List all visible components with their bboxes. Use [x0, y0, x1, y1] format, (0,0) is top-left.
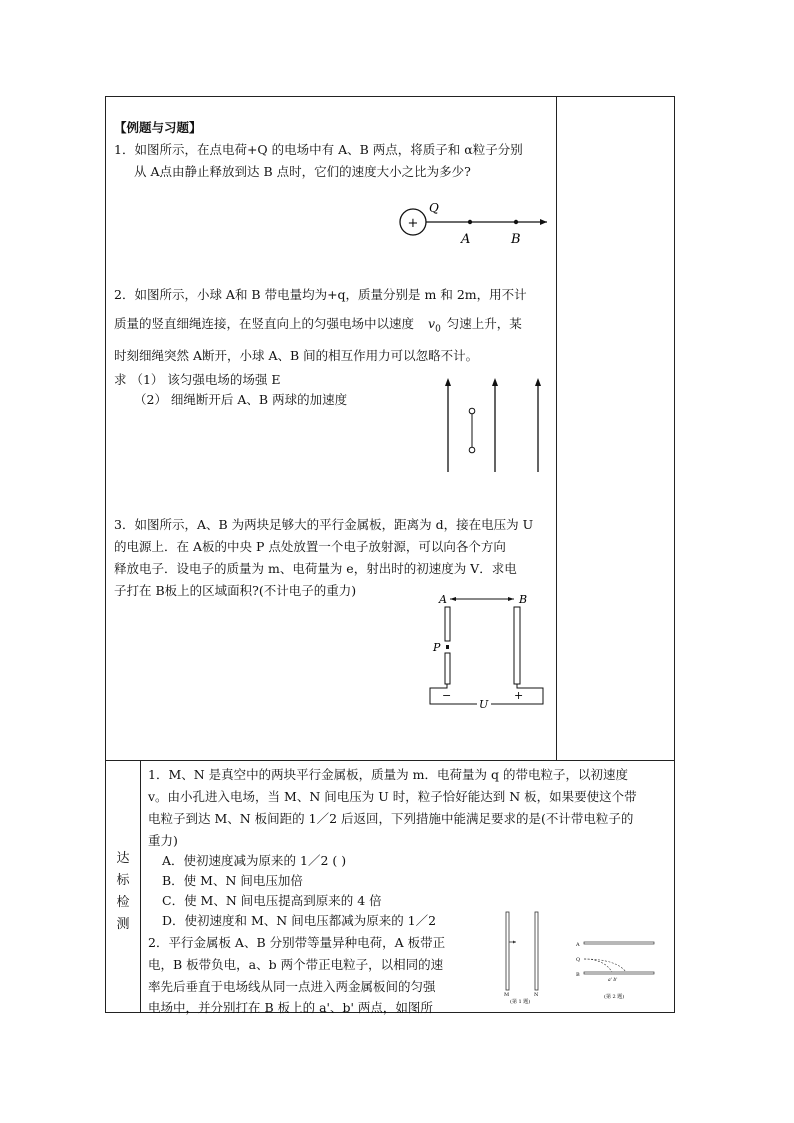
test-figures: [500, 908, 668, 1004]
charge-sign-label: +: [407, 216, 419, 231]
table-middle-border: [105, 760, 675, 761]
t1-option-c: C．使 M、N 间电压提高到原来的 4 倍: [162, 893, 382, 908]
field-arrow-2: [492, 378, 498, 386]
t1-text-line4: 重力): [148, 833, 178, 848]
point-a-label: A: [461, 232, 471, 247]
fig1-arrowhead: [513, 941, 516, 944]
point-p-label: P: [433, 641, 441, 654]
q3-text-line4: 子打在 B板上的区域面积?(不计电子的重力): [114, 583, 357, 598]
fig2-trajectory-a: [584, 959, 612, 972]
ball-a: [469, 408, 475, 414]
fig2-plate-b: [584, 972, 654, 974]
plate-a-upper: [445, 607, 450, 641]
plate-a-lower: [445, 653, 450, 684]
voltage-u-label: U: [479, 698, 489, 711]
q1-text-line1: 1．如图所示，在点电荷+Q 的电场中有 A、B 两点，将质子和 α粒子分别: [114, 142, 523, 157]
table-left-border: [105, 96, 106, 1013]
dimension-arrow-left: [450, 597, 456, 601]
fig1-caption: (第 1 题): [510, 999, 531, 1004]
q2-velocity-symbol: v: [428, 316, 436, 331]
fig2-trajectory-b: [584, 959, 626, 972]
fig2-ab-label: a' b': [608, 978, 618, 983]
q2-text-line2-a: 质量的竖直细绳连接，在竖直向上的匀强电场中以速度: [114, 316, 415, 331]
t2-text-line4: 电场中，并分别打在 B 板上的 a'、b' 两点，如图所: [148, 1000, 433, 1015]
q2-text-line2-b: 匀速上升，某: [446, 316, 522, 331]
field-arrow-1: [445, 378, 451, 386]
q2-text-line3: 时刻细绳突然 A断开，小球 A、B 间的相互作用力可以忽略不计。: [114, 348, 479, 363]
q2-figure-uniform-field: [440, 376, 550, 476]
fig1-plate-m: [506, 912, 509, 990]
t2-text-line2: 电，B 板带负电，a、b 两个带正电粒子，以相同的速: [148, 957, 444, 972]
charge-q-label: Q: [429, 201, 439, 215]
fig2-a-label: A: [576, 942, 580, 948]
table-top-border: [105, 96, 675, 97]
t1-text-line1: 1．M、N 是真空中的两块平行金属板，质量为 m．电荷量为 q 的带电粒子，以初速度: [148, 767, 628, 782]
q2-text-line2: [114, 316, 522, 338]
plate-b-label: B: [519, 593, 528, 606]
q3-text-line1: 3．如图所示，A、B 为两块足够大的平行金属板，距离为 d，接在电压为 U: [114, 517, 534, 532]
plate-a-minus-sign: −: [442, 689, 452, 702]
point-b-dot: [514, 220, 518, 224]
q2-text-line4: 求 （1） 该匀强电场的场强 E: [114, 372, 281, 387]
side-column-divider: [140, 760, 141, 1013]
t1-option-d: D．使初速度和 M、N 间电压都减为原来的 1／2: [162, 913, 437, 928]
side-label-char-4: 测: [116, 917, 130, 932]
q2-text-line1: 2．如图所示，小球 A和 B 带电量均为+q，质量分别是 m 和 2m，用不计: [114, 287, 527, 302]
q3-text-line2: 的电源上．在 A板的中央 P 点处放置一个电子放射源，可以向各个方向: [114, 539, 506, 554]
t2-text-line3: 率先后垂直于电场线从同一点进入两金属板间的匀强: [148, 979, 436, 994]
t1-option-b: B．使 M、N 间电压加倍: [162, 873, 303, 888]
table-right-column-divider: [556, 96, 557, 760]
plate-a-label: A: [439, 593, 447, 606]
q3-figure-parallel-plates: [425, 590, 551, 718]
q2-text-line5: （2） 细绳断开后 A、B 两球的加速度: [134, 392, 348, 407]
side-label-char-1: 达: [116, 851, 130, 866]
fig1-m-label: M: [504, 992, 510, 998]
section-title: 【例题与习题】: [114, 120, 202, 135]
plate-b-plus-sign: +: [514, 689, 524, 702]
point-p-source: [446, 645, 449, 649]
point-b-label: B: [511, 232, 521, 247]
t1-text-line2: v。由小孔进入电场，当 M、N 间电压为 U 时，粒子恰好能达到 N 板，如果要使这个带: [148, 789, 637, 804]
field-line-arrowhead: [540, 219, 547, 225]
fig2-b-label: B: [576, 972, 580, 978]
q1-text-line2: 从 A点由静止释放到达 B 点时，它们的速度大小之比为多少?: [134, 164, 471, 179]
fig2-caption: (第 2 题): [604, 994, 625, 1000]
t1-text-line3: 电粒子到达 M、N 板间距的 1／2 后返回，下列措施中能满足要求的是(不计带电粒子的: [148, 811, 634, 826]
side-label-char-3: 检: [116, 895, 130, 910]
plate-b: [514, 607, 520, 684]
q3-text-line3: 释放电子．设电子的质量为 m、电荷量为 e，射出时的初速度为 V．求电: [114, 561, 517, 576]
fig2-q-label: Q: [576, 957, 581, 963]
fig1-plate-n: [535, 912, 538, 990]
fig2-plate-a: [584, 942, 654, 944]
point-a-dot: [468, 220, 472, 224]
dimension-arrow-right: [508, 597, 514, 601]
table-right-border: [674, 96, 675, 1013]
field-arrow-3: [535, 378, 541, 386]
fig1-n-label: N: [534, 992, 539, 998]
q1-figure-point-charge: [395, 200, 555, 250]
ball-b: [469, 447, 475, 453]
q2-velocity-subscript: 0: [435, 324, 441, 335]
side-label-char-2: 标: [116, 873, 130, 888]
t1-option-a: A．使初速度减为原来的 1／2 ( ): [162, 853, 347, 868]
t2-text-line1: 2．平行金属板 A、B 分别带等量异种电荷，A 板带正: [148, 935, 446, 950]
